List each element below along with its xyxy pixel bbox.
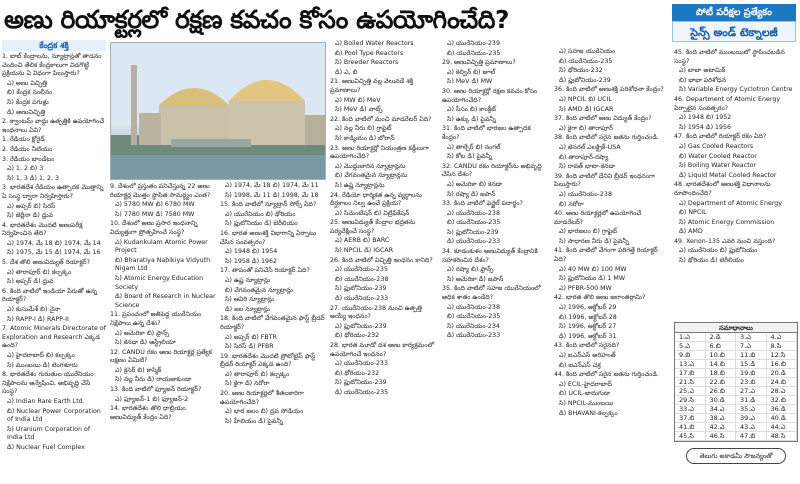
text-line: ఎ) యురేనియం-235 [335,266,388,274]
text-line: 47. కింది వాటిలో రియాక్టర్ రకం ఏది? [674,133,767,141]
text-line: డి) Board of Research in Nuclear Science [115,293,216,309]
column-heading: కేంద్రక శక్తి [2,40,106,51]
text-line: సి) కైగా డి) నరోరా [225,380,270,388]
text-line: 29. అణువిచ్ఛిత్తి ప్రమాణాలు? [442,59,516,67]
text-line: 1. రేడియం క్లోరైడ్ [2,136,45,144]
text-line: ఎ) అమెరికా బి) కెనడా [447,180,503,188]
text-line: ఎ) Department of Atomic Energy [679,199,783,207]
text-line: సి) ఉక్కు డి) పైవన్నీ [447,115,496,123]
answer-cell: 38.ఎ [706,414,737,423]
text-line: 2. క్వాంటమ్ వాద్దు ఉత్పత్తికి ఉపయోగించే ఇంధనాలు ఏవి? [2,118,104,134]
text-line: సి) అమెరికా డి) జపాన్ [447,275,504,283]
answer-cell: 16.బి [767,360,798,369]
text-line: 40. అణు రియాక్టర్లలో ఉపయోగించే మాడరేటర్? [554,210,642,226]
text-column-6 [554,48,670,482]
text-line: డి) BHAVANI-కల్పక్కం [559,409,618,417]
text-line: 17. తాపంతో పనిచేసే రియాక్టర్ ఏది? [220,267,310,275]
text-line: ఎ) యురేనియం-233 [335,360,388,368]
text-line: 1. బాబ్ కేంద్రాలను, న్యూట్రాన్లతో తాడనం చెందించి తేలిక కేంద్రకాలుగా విడగొట్టే ప్రక్రియను ఏ విధంగా పిలుస్తారు? [2,53,102,78]
text-line: 23. అణు రియాక్టర్లో నియంత్రణ కడ్డీలుగా ఉపయోగించేది? [330,144,429,161]
text-line: బి) తారాపూర్-రష్యా [559,153,609,161]
text-line: సి) MeV డి) MW [447,78,493,86]
text-line: 3. రేడియం బాండేటం [2,155,55,163]
text-line: 46. Department of Atomic Energy ఏర్పాటైన సంవత్సరం? [674,95,781,112]
answer-cell: 3.ఎ [736,333,767,342]
text-line: ఎ) కుసుమేశ్ బి) నైనా [7,306,61,314]
text-line: బి) Bharatiya Nabikiya Vidyuth Nigam Ltd [115,256,211,273]
answer-cell: 25.ఎ [675,387,706,396]
nuclear-plant-photo [110,42,326,180]
answer-cell: 23.బి [736,378,767,387]
text-line: 4. భారతదేశం మొదటి అణుపరీక్ష నిర్వహించిన తేది? [2,221,83,238]
nuclear-plant-illustration [111,43,326,180]
text-line: ఎ) MW బి) MeV [335,96,381,104]
text-line: ఎ) యురేనియం బి) ప్లుటోనియం [679,247,758,255]
text-line: 41. కింది వాటిలో వేగంగా పరిగెత్తే రియాక్టర్ ఏది? [554,247,658,264]
text-line: 18. కింది వాటిలో వేగవంతమైన ఫాస్ట్ బ్రీడర్ రియాక్టర్? [220,315,325,331]
text-line: సి) Boiling Water Reactor [679,162,757,170]
text-line: 5. దేశ తొలి అణువిద్యుత్ రియాక్టర్? [2,259,90,267]
text-line: 28. భారత మూడో దశ అణు కార్యక్రమంలో ఉపయోగించే ఇంధనం? [330,342,435,358]
text-line: 25. అణువిద్యుత్ కేంద్రాల భద్రతను పర్యవేక్షించే సంస్థ? [330,219,416,235]
answer-cell: 36.డి [767,405,798,414]
text-line: ఎ) అణు విచ్ఛిత్తి [7,79,48,87]
answer-cell: 39.ఎ [736,414,767,423]
text-line: సి) Breeder Reactors [335,59,399,67]
answer-cell: 7.ఎ [736,342,767,351]
text-line: 49. Xenon-135 ఎవరి నుంచి వస్తుంది? [674,237,776,245]
text-line: డి) Liquid Metal Cooled Reactor [679,171,777,179]
text-line: 36. కింది వాటిలో అణుశక్తి పరిశోధనా కేంద్రం? [554,86,664,94]
text-line: డి) యురేనియం-233 [447,238,501,246]
text-line: సి) కాడ్మియం డి) బోరాన్ [335,134,395,142]
text-line: బి) థోరియం-232 [335,369,380,377]
text-line: సి) కెనడా డి) ఆస్ట్రేలియా [115,339,176,347]
text-line: ఎ) సిమెంటేషన్ బి) విట్రిఫికేషన్ [335,209,410,217]
answer-cell: 12.సి [767,351,798,360]
text-line: ఎ) సహజ యురేనియం [559,48,616,55]
answer-cell: 29.సి [675,396,706,405]
text-line: సి) సాధారణ నీరు డి) పైవన్నీ [559,237,629,245]
text-line: సి) జెర్లీనా డి) ధ్రువ [7,212,53,220]
text-line: బి) యురేనియం-235 [447,313,501,321]
answer-cell: 10.బి [706,351,737,360]
text-line: బి) వేగవంతమైన న్యూట్రాన్లు [225,286,293,294]
text-line: 33. కింది వాటిలో ఫెర్టైల్ పదార్థం? [442,200,523,208]
text-line: ఎ) అప్సర్ బి) సిరస్ [7,202,56,210]
text-line: ఎ) ఐఎన్ఎస్ అరిహంత్ [559,352,616,359]
text-line: సి) Atomic Energy Education Society [115,274,204,291]
text-line: 8. భారతదేశం గురుతుల యురేనియం నిక్షేపాలను అన్వేషించి, అభివృద్ధి చేసే సంస్థ? [2,371,94,396]
text-line: బి) Nuclear Power Corporation of India Ltd [7,407,101,424]
answer-cell: 2.డి [706,333,737,342]
text-line: 20. అణు రియాక్టర్లలో శీతలకారిగా ఉపయోగించేది? [220,390,304,406]
text-line: ఎ) AERB బి) BARC [335,237,390,245]
text-line: సి) NPCIL-ముంబయి [559,399,614,407]
text-line: డి) యురేనియం-235 [335,388,389,396]
text-line: ఎ) 1948 బి) 1952 [679,114,732,122]
text-column-7 [674,48,798,320]
text-line: 12. CANDU రకం అణు రియాక్టర్ల ప్రత్యేక లక్షణం ఏమిటి? [110,348,212,365]
text-line: డి) యురేనియం-233 [447,332,501,340]
text-line: ఎ) కైగా బి) తారాపూర్ [559,124,613,132]
text-line: సి) నల్ల నీరు డి) రాయజుకుండా [115,376,192,384]
text-column-1 [2,40,106,482]
courtesy-badge: తెలుగు అకాడమీ సౌజన్యంతో [686,448,786,464]
text-line: బి) ఐఎన్ఎస్ చక్ర [559,361,601,369]
text-line: ఎ) Kudankulam Atomic Power Project [115,238,208,255]
text-line: ఎ) బాబా అటామిక్ [679,67,726,75]
text-line: ఎ) PFBR-500 MW [559,284,612,292]
text-line: సి) ఉష్ణ న్యూట్రాన్లను [335,181,385,189]
text-line: డి) ప్లుటోనియం-239 [559,76,611,84]
text-line: బి) భాభా పరిశోధన [679,76,726,84]
text-line: 2. రేడియం నీటియం [2,145,53,153]
text-line: 7. Atomic Minerals Directorate of Exploration and Research ఎక్కడ ఉంది? [2,325,106,350]
text-line: సి) రష్యా డి) జపాన్ [447,190,496,198]
answer-cell: 19.బి [736,369,767,378]
answer-cell: 26.బి [706,387,737,396]
text-line: ఎ) Boiled Water Reactors [335,40,414,47]
text-line: సి) Variable Energy Cyclotron Centre [679,86,793,94]
text-line: 34. కూడంకుళం అణువిద్యుత్ కేంద్రానికి సహకరించిన దేశం? [442,248,538,264]
text-line: ఎ) రష్యా బి) ఫ్రాన్స్ [447,266,494,274]
text-line: సి) RAPP-I డి) RAPP-II [7,315,69,323]
text-line: 14. భారతదేశం తొలి ధాబ్రియం అణువిద్యుత్ కేంద్రం ఏది? [110,405,186,421]
text-line: ఎ) 1, 2 బి) 3 [7,165,44,173]
text-line: 37. కింది వాటిలో అణు విద్యుత్ కేంద్రం? [554,115,652,123]
text-line: ఎ) 1996, అక్టోబర్ 29 [559,304,617,312]
text-line: బి) థోరియం-232 [335,332,380,340]
text-line: 9. దేశంలో ప్రస్తుతం పనిచేస్తున్న 22 అణు రియాక్టర్ల మొత్తం స్థాపిత సామర్థ్యం ఎంత? [110,183,211,199]
answer-cell: 27.ఎ [736,387,767,396]
text-line: సి) 1954 డి) 1956 [679,123,732,131]
text-line: ఎ) భార జలం బి) ద్రవ సోడియం [225,408,304,416]
answer-cell: 41.బి [675,423,706,432]
text-line: డి) Nuclear Fuel Complex [7,443,85,451]
text-line: సి) 1996, అక్టోబర్ 27 [559,323,617,331]
text-line: సి) కేంద్రక పగుళ్లు [7,98,49,106]
text-line: సి) హీలియం డి) పైవన్నీ [225,417,283,425]
text-line: ఎ) ECIL-హైదరాబాద్ [559,380,612,388]
text-line: బి) యురేనియం-238 [335,275,389,283]
text-line: 38. కింది వాటిలో సరైన జతను గుర్తించండి. [554,134,659,142]
text-line: 32. CANDU రకం రియాక్టర్‌ను అభివృద్ధి చేసిన దేశం? [442,162,542,179]
text-line: సి) ఆవిరి న్యూట్రాన్లు [225,296,274,304]
section-tag-bottom: సైన్స్ అండ్ టెక్నాలజీ [672,21,796,42]
answer-cell: 17.బి [675,369,706,378]
text-line: సి) సిరస్ డి) PFBR [225,343,274,351]
text-line: ఎ) 1948 బి) 1954 [225,248,278,256]
text-line: ఎ) అప్సర్ బి) FBTR [225,333,277,341]
text-line: సి) రావత్ భాటా-కెనడా [559,163,615,171]
text-line: సి) MeV డి) వాట్స్ [335,106,383,114]
text-line: బి) యురేనియం-235 [559,57,613,65]
text-line: బి) కేంద్రక సంలీనం [7,89,53,97]
text-line: బి) Pool Type Reactors [335,49,404,57]
text-line: ఎ) యురేనియం-238 [447,303,500,311]
text-line: సి) 7780 MW డి) 7580 MW [115,210,195,218]
answer-cell: 44.ఎ [767,423,798,432]
answer-cell: 43.ఎ [736,423,767,432]
text-line: ఎ) జెనరల్ ఎలక్ట్రిక్-USA [559,143,621,151]
text-line: 26. కింది వాటిలో విచ్ఛిత్తి ఇంధనం కానిది? [330,256,433,264]
answer-cell: 5.ఎ [675,342,706,351]
text-line: ఎ) యురేనియం-239 [447,40,500,47]
answer-grid [675,333,797,441]
text-line: ఎ) 40 MW బి) 100 MW [559,265,627,273]
text-line: ఎ) యురేనియం బి) థోరియం [225,210,296,218]
answer-cell: 37.బి [675,414,706,423]
section-tag-top: పోటీ పరీక్షల ప్రత్యేకం [672,4,796,21]
answer-cell: 9.బి [675,351,706,360]
answer-cell: 33.ఎ [675,405,706,414]
text-line: సి) అప్సర్ డి) ధ్రువ [7,278,54,286]
answer-cell: 22.బి [706,378,737,387]
text-line: ఎ) తారాపూర్ బి) కల్పక్కం [225,370,290,378]
answer-cell: 34.ఎ [706,405,737,414]
col1-body [2,53,106,453]
text-line: సి) యురేనియం-234 [447,322,500,330]
answer-cell: 14.బి [706,360,737,369]
answer-cell: 6.బి [706,342,737,351]
answer-cell: 47.బి [736,432,767,441]
text-line: ఎ) మొద్దుబారిన న్యూట్రాన్లను [335,162,406,170]
text-line: సి) ప్లుటోనియం డి) 1 MW [559,275,626,283]
text-line: సి) 1, 3 డి) 1, 2, 3 [7,174,60,182]
section-tag [672,4,796,44]
text-line: 10. దేశంలో అణు ప్రసార ఇంధనాన్ని విద్యుత్తుగా ప్రోత్సహించే సంస్థ? [110,220,198,236]
text-line: బి) యురేనియం-235 [447,49,501,57]
text-column-3 [220,182,326,482]
text-line: బి) నరోరా [559,200,584,208]
text-line: ఎ) Indian Rare Earth Ltd. [7,397,85,405]
text-line: సి) Uranium Corporation of India Ltd [7,425,91,442]
answer-cell: 31.డి [736,396,767,405]
text-line: 39. కింది వాటిలో దేనిని బ్రీడర్ ఇంధనంగా పిలుస్తారు? [554,172,655,189]
answer-cell: 24.బి [767,378,798,387]
page-title: అణు రియాక్టర్లలో రక్షణ కవచం కోసం ఉపయోగించేది? [4,5,509,34]
text-line: సి) NPCIL డి) IGCAR [335,247,394,255]
answer-key-heading: సమాధానాలు [675,323,797,333]
text-line: బి) UCIL-జాదుగుడా [559,390,611,398]
answer-cell: 8.సి [767,342,798,351]
answer-key [674,322,798,442]
text-line: 48. భారతదేశంలో అణుశక్తి విధానాలను రూపొందించేది? [674,181,771,197]
answer-cell: 42.ఎ [706,423,737,432]
text-line: డి) జల న్యూట్రాన్లు [225,305,270,313]
text-line: బి) యురేనియం-235 [447,219,501,227]
text-line: ఎ) 1974, మే 18 బి) 1974, మే 11 [225,182,319,189]
text-line: 15. కింది వాటిలో న్యూట్రాన్ సోర్స్ ఏది? [220,201,317,209]
answer-cell: 4.ఎ [767,333,798,342]
text-line: సి) 1975, మే 15 డి) 1974, మే 16 [7,249,101,257]
text-line: 42. భారత తొలి అణు జలాంతర్గామి? [554,294,646,302]
text-line: 45. కింది వాటిలో ముంబయిలో స్థాపించబడిన సంస్థ? [674,49,785,65]
text-line: బి) 1996, అక్టోబర్ 28 [559,313,617,321]
text-line: డి) AMD [679,228,703,236]
text-line: సి) 1958 డి) 1962 [225,257,278,265]
answer-cell: 18.బి [706,369,737,378]
answer-cell: 15.డి [736,360,767,369]
text-line: ఎ) 1974, మే 18 బి) 1974, మే 14 [7,239,101,247]
text-column-4 [330,40,438,482]
answer-cell: 21.సి [675,378,706,387]
answer-cell: 40.డి [767,414,798,423]
text-line: సి) ప్లుటోనియం డి) బెరీలియం [225,220,298,228]
text-line: సి) Atomic Energy Commission [679,218,775,226]
text-line: ఎ) అమెరికా బి) ఫ్రాన్స్ [115,329,170,337]
text-line: సి) థోరియం డి) బెరీలియం [679,257,744,265]
text-line: 16. భారత అణుశక్తి విభాగాన్ని ఏర్పాటు చేసిన సంవత్సరం? [220,229,317,246]
text-line: డి) అణువిచ్ఛిత్తి [7,108,46,116]
text-line: సి) AMD డి) IGCAR [559,105,614,113]
text-line: ఎ) Gas Cooled Reactors [679,142,754,150]
text-line: డి) ఎ, బి [335,68,358,76]
text-line: 6. కింది వాటిలో ఇండియా పేరుతో ఉన్న రియాక్టర్? [2,287,98,304]
text-line: 24. రేడియో ధార్మికత ఉన్న వ్యర్థాలను దీర్ఘకాలం నిల్వ ఉంచే ప్రక్రియ? [330,191,422,208]
text-line: ఎ) NPCIL బి) UCIL [559,95,612,103]
text-line: 35. కింది వాటిలో సహజ యురేనియంలో అధిక శాతం ఉండేది? [442,285,541,302]
text-line: ఎ) క్రెసెర్ బి) కాస్మిక్ [115,366,162,374]
text-line: ఎ) కెల్విన్ బి) జూల్ [447,68,496,76]
text-column-5 [442,40,550,482]
text-line: ఎ) ఉష్ణ న్యూట్రాన్లు [225,276,271,284]
text-line: డి) యురేనియం-233 [335,295,389,303]
text-line: సి) థోరియం-232 [559,67,603,75]
text-line: ఎ) తాల్చేర్ బి) నంగల్ [447,143,501,151]
text-line: బి) Water Cooled Reactor [679,152,757,160]
text-line: 3. భారతదేశ రేడియం ఉత్పాదక మొత్తాన్ని ఏ సంస్థ ద్వారా నిర్వహిస్తారు? [2,184,104,200]
answer-cell: 45.సి [675,432,706,441]
text-line: 22. కింది వాటిలో మంచి మాడరేటర్ ఏది? [330,115,432,123]
text-line: 19. భారతదేశం మొదటి ప్రోటోటైప్ ఫాస్ట్ బ్రీడర్ రియాక్టర్ ఎక్కడ ఉంది? [220,352,316,369]
text-line: డి) 1996, అక్టోబర్ 31 [559,332,617,340]
text-line: 11. ప్రపంచంలో అతిపెద్ద యురేనియం నిక్షేపాలు ఉన్న దేశం? [110,311,202,327]
text-line: సి) ప్లుటోనియం-239 [335,285,387,293]
text-line: సి) ముంబయి డి) బెంగళూరు [7,361,78,369]
answer-cell: 11.బి [736,351,767,360]
text-line: ఎ) 5780 MW బి) 6780 MW [115,201,195,209]
answer-cell: 32.బి [767,396,798,405]
text-line: బి) NPCIL [679,209,707,217]
text-line: ఎ) సీసం బి) కాంక్రీట్ [447,106,497,114]
text-column-2 [110,182,216,482]
text-line: ఎ) ఫ్యూజన్-1 బి) ఫ్యూజన్-2 [115,395,189,403]
answer-cell: 30.డి [706,396,737,405]
text-line: సి) 1998, మే 11 డి) 1998, మే 18 [225,191,319,199]
answer-cell: 48.సి [767,432,798,441]
text-line: 31. కింది వాటిలో భారజల ఉత్పాదక కేంద్రం? [442,125,531,141]
text-line: ఎ) తారాపూర్ బి) కల్పక్కం [7,268,72,276]
text-line: సి) ప్లుటోనియం-239 [447,228,499,236]
text-line: సి) కోట డి) పైవన్నీ [447,153,493,161]
answer-cell: 46.సి [706,432,737,441]
answer-cell: 1.ఎ [675,333,706,342]
text-line: 44. కింది వాటిలో సరైన జతను గుర్తించండి. [554,371,659,379]
text-line: 30. అణు రియాక్టర్లో రక్షణ కవచం కోసం ఉపయోగించేది? [442,87,538,104]
text-line: 43. కింది వాటిలో సరైనది? [554,342,620,350]
answer-cell: 20.డి [767,369,798,378]
answer-cell: 35.ఎ [736,405,767,414]
answer-cell: 28.ఎ [767,387,798,396]
text-line: ఎ) హైదరాబాద్ బి) కల్పక్కం [7,352,75,359]
text-line: సి) ప్లుటోనియం-239 [335,379,387,387]
text-line: ఎ) యురేనియం-238 [447,209,500,217]
text-line: 27. యురేనియం-238 నుంచి ఉత్పత్తి అయ్యే ఇంధనం? [330,304,422,321]
answer-cell: 13.ఎ [675,360,706,369]
text-line: బి) వేగవంతమైన న్యూట్రాన్లను [335,172,408,180]
text-line: 13. కింది వాటిలో ఫ్యూజన్ రియాక్టర్? [110,386,202,394]
text-line: ఎ) ప్లుటోనియం-239 [335,322,387,330]
text-line: ఎ) భారజలం బి) గ్రాఫైట్ [559,228,617,236]
text-line: ఎ) నల్ల నీరు బి) గ్రాఫైట్ [335,125,392,133]
text-line: ఎ) యురేనియం-238 [559,190,612,198]
text-line: 21. అణువిచ్ఛిత్తి వల్ల వెలువడే శక్తి ప్రమాణాలు? [330,78,414,94]
